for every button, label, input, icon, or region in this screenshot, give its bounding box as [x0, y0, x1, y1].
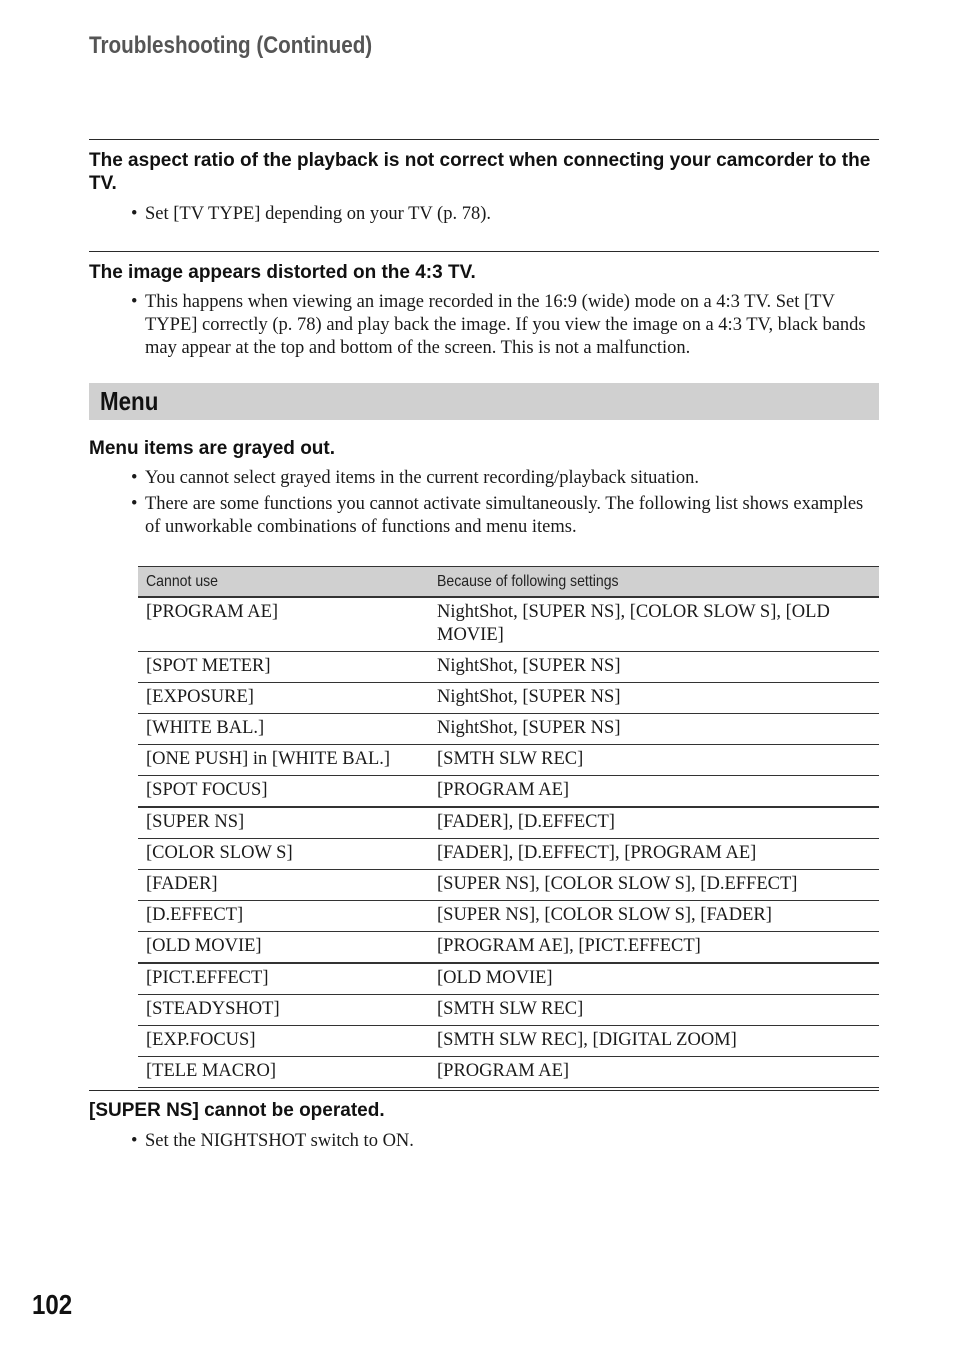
list-item: [131, 1130, 879, 1153]
table-cell: [SPOT FOCUS]: [138, 776, 429, 808]
bullet-text: There are some functions you cannot activate simultaneously. The following list shows examples of unworkable combinations of functions and menu items.: [145, 494, 864, 537]
issue-heading-aspect-ratio: The aspect ratio of the playback is not correct when connecting your camcorder to the TV.: [89, 150, 871, 194]
table-cell: [PROGRAM AE]: [429, 1057, 879, 1088]
table-cell: [EXPOSURE]: [138, 683, 429, 714]
issue-bullets-distorted: [131, 291, 879, 363]
section-band-menu: [89, 383, 879, 420]
issue-bullets-aspect-ratio: [131, 203, 879, 229]
table-cell: NightShot, [SUPER NS]: [429, 714, 879, 745]
bullet-icon: •: [131, 468, 138, 488]
table-header-row: [138, 567, 879, 598]
bullet-text: You cannot select grayed items in the current recording/playback situation.: [145, 468, 699, 488]
table-row: [138, 839, 879, 870]
bullet-icon: •: [131, 494, 138, 514]
bullet-text: Set [TV TYPE] depending on your TV (p. 78).: [145, 204, 491, 224]
table-cell: [SPOT METER]: [138, 652, 429, 683]
table-cell: [PROGRAM AE]: [138, 597, 429, 652]
table-cell: [SMTH SLW REC]: [429, 995, 879, 1026]
table-cell: [SUPER NS]: [138, 807, 429, 839]
table-row: [138, 932, 879, 964]
table-cell: [SUPER NS], [COLOR SLOW S], [D.EFFECT]: [429, 870, 879, 901]
table-cell: [EXP.FOCUS]: [138, 1026, 429, 1057]
table-cell: [SMTH SLW REC]: [429, 745, 879, 776]
section-title: Menu: [100, 386, 159, 416]
table-cell: [SUPER NS], [COLOR SLOW S], [FADER]: [429, 901, 879, 932]
list-item: [131, 493, 879, 539]
table-row: [138, 776, 879, 808]
bullet-text: Set the NIGHTSHOT switch to ON.: [145, 1131, 414, 1151]
table-row: [138, 597, 879, 652]
page-header-title: Troubleshooting (Continued): [89, 32, 373, 59]
table-cell: [TELE MACRO]: [138, 1057, 429, 1088]
table-cell: NightShot, [SUPER NS]: [429, 652, 879, 683]
table-cell: [PICT.EFFECT]: [138, 963, 429, 995]
divider: [89, 251, 879, 252]
table-cell: [STEADYSHOT]: [138, 995, 429, 1026]
divider: [89, 1090, 879, 1091]
table-cell: [OLD MOVIE]: [138, 932, 429, 964]
table-cell: [SMTH SLW REC], [DIGITAL ZOOM]: [429, 1026, 879, 1057]
bullet-icon: •: [131, 292, 138, 312]
list-item: [131, 203, 879, 226]
table-cell: [FADER], [D.EFFECT], [PROGRAM AE]: [429, 839, 879, 870]
table-cell: NightShot, [SUPER NS], [COLOR SLOW S], [OLD MOVIE]: [429, 597, 879, 652]
table-row: [138, 652, 879, 683]
table-row: [138, 714, 879, 745]
table-row: [138, 995, 879, 1026]
page-number: 102: [32, 1289, 73, 1320]
table-cell: [OLD MOVIE]: [429, 963, 879, 995]
table-row: [138, 745, 879, 776]
table-row: [138, 683, 879, 714]
table-cell: [PROGRAM AE], [PICT.EFFECT]: [429, 932, 879, 964]
issue-heading-super-ns: [SUPER NS] cannot be operated.: [89, 1100, 385, 1121]
bullet-icon: •: [131, 1131, 138, 1151]
table-row: [138, 1057, 879, 1088]
bullet-text: This happens when viewing an image recorded in the 16:9 (wide) mode on a 4:3 TV. Set [TV TYPE] correctly (p. 78) and play back the image. If you view the image on a 4:3 TV, black bands may appear at the top and bottom of the screen. This is not a malfunction.: [145, 292, 866, 358]
column-header-because-of: Because of following settings: [429, 567, 879, 598]
combination-table: [138, 566, 879, 1088]
table-cell: [D.EFFECT]: [138, 901, 429, 932]
table-row: [138, 1026, 879, 1057]
bullet-icon: •: [131, 204, 138, 224]
table-cell: [FADER], [D.EFFECT]: [429, 807, 879, 839]
issue-bullets-grayed-out: [131, 467, 879, 542]
table-cell: [COLOR SLOW S]: [138, 839, 429, 870]
divider: [89, 139, 879, 140]
issue-heading-grayed-out: Menu items are grayed out.: [89, 438, 336, 459]
table-cell: [WHITE BAL.]: [138, 714, 429, 745]
table-cell: [ONE PUSH] in [WHITE BAL.]: [138, 745, 429, 776]
table-row: [138, 870, 879, 901]
list-item: [131, 291, 879, 360]
issue-heading-distorted: The image appears distorted on the 4:3 TV.: [89, 262, 476, 283]
table-row: [138, 807, 879, 839]
table-cell: NightShot, [SUPER NS]: [429, 683, 879, 714]
column-header-cannot-use: Cannot use: [138, 567, 429, 598]
table-row: [138, 963, 879, 995]
table-row: [138, 901, 879, 932]
table-cell: [FADER]: [138, 870, 429, 901]
issue-bullets-super-ns: [131, 1130, 879, 1156]
list-item: [131, 467, 879, 490]
table-cell: [PROGRAM AE]: [429, 776, 879, 808]
